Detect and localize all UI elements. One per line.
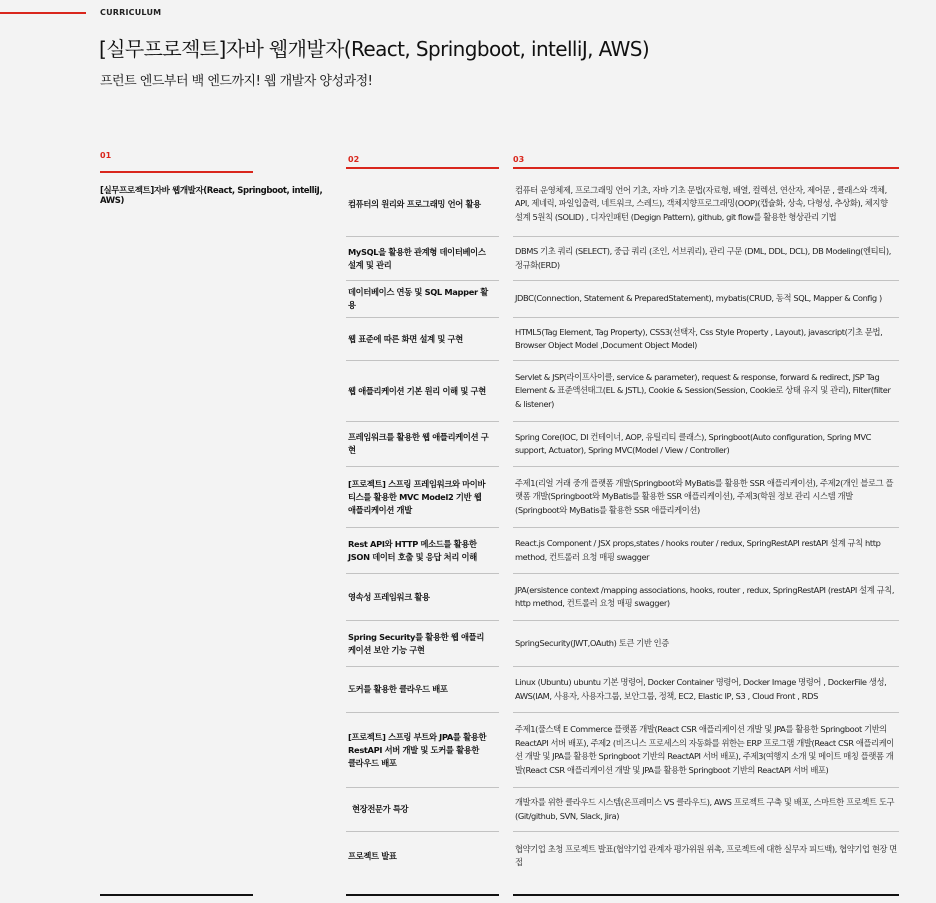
row-subject: 웹 애플리케이션 기본 원리 이해 및 구현 [348, 385, 486, 396]
row-content: 컴퓨터 운영체제, 프로그래밍 언어 기초, 자바 기초 문법(자료형, 배열, 컬렉션, 연산자, 제어문 , 클래스와 객체, API, 제네릭, 파일입출력, 네트워크, 스레드), 객체지향프로그래밍(OOP)(캡슐화, 상속, 다형성, 추상화), 체지향 설계 5원칙 (SOLID) , 디자인패턴 (Degign Pattern), github, git flow를 활용한 형상관리 기법 [515, 184, 888, 222]
curriculum-row [346, 621, 899, 667]
row-content: JPA(ersistence context /mapping associations, hooks, router , redux, SpringRestAPI (restAPI 설계 규칙, http method, 컨트롤러 요청 매핑 swagger) [515, 584, 895, 608]
row-content: React.js Component / JSX props,states / hooks router / redux, SpringRestAPI restAPI 설계 규칙 http method, 컨트롤러 요청 매핑 swagger [515, 538, 881, 562]
row-subject: [프로젝트] 스프링 프레임워크와 마이바티스를 활용한 MVC Model2 기반 웹 애플리케이션 개발 [348, 478, 486, 515]
column-bar-02 [346, 167, 499, 169]
row-subject: Rest API와 HTTP 메소드를 활용한 JSON 데이터 호출 및 응답 처리 이해 [348, 538, 477, 562]
row-subject: 웹 표준에 따른 화면 설계 및 구현 [348, 333, 463, 344]
curriculum-row [346, 281, 899, 318]
curriculum-row [346, 788, 899, 832]
row-content: 개발자를 위한 클라우드 시스템(온프레미스 VS 클라우드), AWS 프로젝트 구축 및 배포, 스마트한 프로젝트 도구 (Git/github, SVN, Slack, Jira) [515, 797, 895, 821]
row-content: DBMS 기초 쿼리 (SELECT), 중급 쿼리 (조인, 서브쿼리), 관리 구문 (DML, DDL, DCL), DB Modeling(엔티티), 정규화(ERD) [515, 246, 891, 270]
column-number-02: 02 [348, 155, 360, 164]
row-content: 주제1(리얼 거래 중개 플랫폼 개발(Springboot와 MyBatis를 활용한 SSR 애플리케이션), 주제2(개인 블로그 플랫폼 개발(Springboot와 MyBatis를 활용한 SSR 애플리케이션), 주제3(학원 정보 관리 시스템 개발 (Springboot와 MyBatis를 활용한 SSR 애플리케이션) [515, 477, 894, 515]
row-subject: Spring Security를 활용한 웹 애플리케이션 보안 기능 구현 [348, 631, 485, 655]
bottom-rule-02 [346, 894, 499, 896]
column-bar-03 [513, 167, 899, 169]
curriculum-table [346, 172, 899, 880]
row-subject: 현장전문가 특강 [352, 804, 409, 814]
course-name: [실무프로젝트]자바 웹개발자(React, Springboot, intelliJ, AWS) [100, 186, 323, 206]
row-content: SpringSecurity(JWT,OAuth) 토큰 기반 인증 [515, 637, 669, 648]
row-subject: 영속성 프레임워크 활용 [348, 591, 430, 602]
row-subject: 컴퓨터의 원리와 프로그래밍 언어 활용 [348, 198, 481, 209]
curriculum-row [346, 713, 899, 788]
row-content: JDBC(Connection, Statement & PreparedStatement), mybatis(CRUD, 동적 SQL, Mapper & Config ) [515, 293, 882, 304]
bottom-rule-03 [513, 894, 899, 896]
curriculum-row [346, 172, 899, 237]
page-subtitle: 프런트 엔드부터 백 엔드까지! 웹 개발자 양성과정! [100, 74, 373, 89]
curriculum-row [346, 528, 899, 574]
page-title: [실무프로젝트]자바 웹개발자(React, Springboot, intelliJ, AWS) [99, 37, 650, 61]
row-content: Linux (Ubuntu) ubuntu 기본 명령어, Docker Container 명령어, Docker Image 명령어 , DockerFile 생성, AWS(IAM, 사용자, 사용자그룹, 보안그룹, 정책, EC2, Elastic IP, S3 , Cloud Front , RDS [515, 677, 887, 701]
curriculum-row [346, 318, 899, 361]
row-content: Spring Core(IOC, DI 컨테이너, AOP, 유틸리티 클래스), Springboot(Auto configuration, Spring MVC support, Actuator), Spring MVC(Model / View / Controller) [515, 431, 872, 455]
row-subject: 도커를 활용한 클라우드 배포 [348, 684, 448, 694]
curriculum-row [346, 574, 899, 621]
curriculum-row [346, 467, 899, 528]
row-content: Servlet & JSP(라이프사이클, service & parameter), request & response, forward & redirect, JSP Tag Element & 표준액션태그(EL & JSTL), Cookie & Session(Session, Cookie로 상태 유지 및 관리), Filter(filter & listener) [515, 371, 891, 409]
row-subject: 프레임워크를 활용한 웹 애플리케이션 구현 [348, 432, 489, 455]
row-content: 주제1(풀스택 E Commerce 플랫폼 개발(React CSR 애플리케이션 개발 및 JPA를 활용한 Springboot 기반의 ReactAPI 서버 배포), 주제2 (비즈니스 프로세스의 자동화를 위한는 ERP 프로그램 개발(React CSR 애플리케이션 개발 및 JPA를 활용한 Springboot 기반의 ReactAPI 서버 배포), 주제3(여행지 소개 및 메이트 매칭 플랫폼 개발(React CSR 애플리케이션 개발 및 JPA를 활용한 Springboot 기반의 ReactAPI 서버 배포) [515, 724, 894, 775]
curriculum-row [346, 361, 899, 422]
row-content: HTML5(Tag Element, Tag Property), CSS3(선택자, Css Style Property , Layout), javascript(기초 문법, Browser Object Model ,Document Object Model) [515, 326, 883, 350]
column-number-01: 01 [100, 151, 112, 160]
curriculum-row [346, 667, 899, 713]
row-subject: 프로젝트 발표 [348, 850, 397, 861]
row-subject: MySQL을 활용한 관계형 데이터베이스 설계 및 관리 [348, 246, 486, 270]
curriculum-row [346, 237, 899, 281]
curriculum-row [346, 832, 899, 880]
bottom-rule-01 [100, 894, 253, 896]
row-content: 협약기업 초청 프로젝트 발표(협약기업 관계자 평가위원 위촉, 프로젝트에 대한 실무자 피드백), 협약기업 현장 면접 [515, 843, 897, 867]
section-eyebrow: CURRICULUM [100, 8, 162, 17]
curriculum-row [346, 422, 899, 467]
column-bar-01 [100, 171, 253, 173]
column-number-03: 03 [513, 155, 525, 164]
top-accent-rule [0, 12, 86, 14]
row-subject: 데이터베이스 연동 및 SQL Mapper 활용 [348, 287, 488, 310]
row-subject: [프로젝트] 스프링 부트와 JPA를 활용한 RestAPI 서버 개발 및 도커를 활용한 클라우드 배포 [348, 731, 487, 768]
